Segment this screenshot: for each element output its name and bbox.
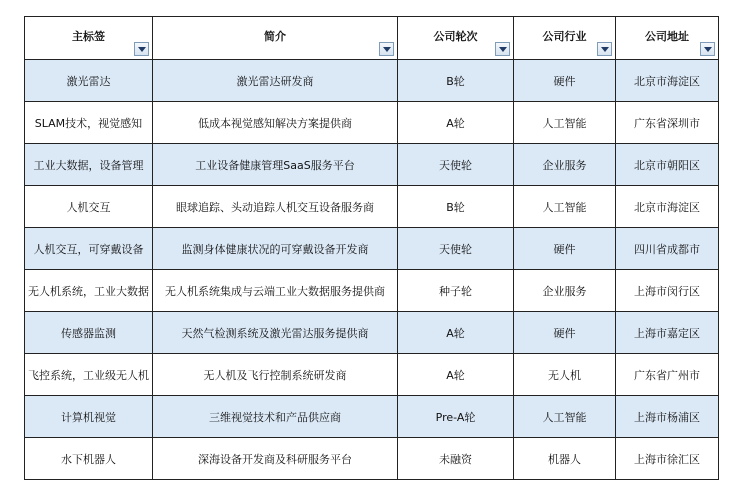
- cell-address[interactable]: 北京市朝阳区: [616, 144, 719, 186]
- cell-main-tag[interactable]: 计算机视觉: [25, 396, 153, 438]
- header-label: 公司行业: [542, 30, 587, 43]
- cell-industry[interactable]: 人工智能: [514, 396, 616, 438]
- cell-industry[interactable]: 硬件: [514, 228, 616, 270]
- cell-main-tag[interactable]: 激光雷达: [25, 60, 153, 102]
- header-industry: [514, 17, 616, 60]
- header-label: 主标签: [72, 30, 105, 43]
- cell-round[interactable]: A轮: [398, 354, 514, 396]
- header-main-tag: [25, 17, 153, 60]
- cell-round[interactable]: A轮: [398, 312, 514, 354]
- cell-main-tag[interactable]: SLAM技术，视觉感知: [25, 102, 153, 144]
- cell-address[interactable]: 广东省广州市: [616, 354, 719, 396]
- cell-main-tag[interactable]: 无人机系统，工业大数据: [25, 270, 153, 312]
- cell-main-tag[interactable]: 传感器监测: [25, 312, 153, 354]
- cell-intro[interactable]: 低成本视觉感知解决方案提供商: [153, 102, 398, 144]
- filter-dropdown-icon[interactable]: [597, 42, 612, 56]
- cell-industry[interactable]: 人工智能: [514, 102, 616, 144]
- table-row: [25, 312, 719, 354]
- table-row: [25, 228, 719, 270]
- cell-address[interactable]: 北京市海淀区: [616, 60, 719, 102]
- cell-industry[interactable]: 硬件: [514, 60, 616, 102]
- table-row: [25, 186, 719, 228]
- cell-intro[interactable]: 天然气检测系统及激光雷达服务提供商: [153, 312, 398, 354]
- cell-intro[interactable]: 三维视觉技术和产品供应商: [153, 396, 398, 438]
- cell-round[interactable]: Pre-A轮: [398, 396, 514, 438]
- cell-address[interactable]: 北京市海淀区: [616, 186, 719, 228]
- cell-industry[interactable]: 企业服务: [514, 270, 616, 312]
- cell-main-tag[interactable]: 人机交互，可穿戴设备: [25, 228, 153, 270]
- filter-dropdown-icon[interactable]: [379, 42, 394, 56]
- cell-intro[interactable]: 工业设备健康管理SaaS服务平台: [153, 144, 398, 186]
- header-label: 公司地址: [645, 30, 689, 43]
- cell-intro[interactable]: 监测身体健康状况的可穿戴设备开发商: [153, 228, 398, 270]
- table-row: [25, 102, 719, 144]
- cell-industry[interactable]: 硬件: [514, 312, 616, 354]
- cell-address[interactable]: 四川省成都市: [616, 228, 719, 270]
- cell-address[interactable]: 上海市嘉定区: [616, 312, 719, 354]
- header-intro: [153, 17, 398, 60]
- cell-intro[interactable]: 无人机及飞行控制系统研发商: [153, 354, 398, 396]
- cell-round[interactable]: A轮: [398, 102, 514, 144]
- cell-intro[interactable]: 激光雷达研发商: [153, 60, 398, 102]
- company-table: [24, 16, 719, 480]
- table-row: [25, 396, 719, 438]
- table-row: [25, 438, 719, 480]
- cell-main-tag[interactable]: 飞控系统，工业级无人机: [25, 354, 153, 396]
- cell-address[interactable]: 上海市徐汇区: [616, 438, 719, 480]
- cell-intro[interactable]: 无人机系统集成与云端工业大数据服务提供商: [153, 270, 398, 312]
- header-row: [25, 17, 719, 60]
- header-label: 公司轮次: [433, 30, 478, 43]
- cell-round[interactable]: 种子轮: [398, 270, 514, 312]
- filter-dropdown-icon[interactable]: [134, 42, 149, 56]
- cell-industry[interactable]: 企业服务: [514, 144, 616, 186]
- cell-main-tag[interactable]: 人机交互: [25, 186, 153, 228]
- cell-address[interactable]: 广东省深圳市: [616, 102, 719, 144]
- filter-dropdown-icon[interactable]: [700, 42, 715, 56]
- filter-dropdown-icon[interactable]: [495, 42, 510, 56]
- cell-intro[interactable]: 眼球追踪、头动追踪人机交互设备服务商: [153, 186, 398, 228]
- cell-main-tag[interactable]: 水下机器人: [25, 438, 153, 480]
- cell-address[interactable]: 上海市闵行区: [616, 270, 719, 312]
- table-row: [25, 270, 719, 312]
- cell-round[interactable]: B轮: [398, 60, 514, 102]
- cell-round[interactable]: 天使轮: [398, 228, 514, 270]
- cell-round[interactable]: B轮: [398, 186, 514, 228]
- cell-industry[interactable]: 人工智能: [514, 186, 616, 228]
- table-row: [25, 144, 719, 186]
- cell-industry[interactable]: 无人机: [514, 354, 616, 396]
- cell-address[interactable]: 上海市杨浦区: [616, 396, 719, 438]
- cell-main-tag[interactable]: 工业大数据，设备管理: [25, 144, 153, 186]
- cell-round[interactable]: 天使轮: [398, 144, 514, 186]
- table-row: [25, 60, 719, 102]
- cell-round[interactable]: 未融资: [398, 438, 514, 480]
- header-address: [616, 17, 719, 60]
- header-label: 简介: [264, 30, 286, 43]
- cell-industry[interactable]: 机器人: [514, 438, 616, 480]
- header-round: [398, 17, 514, 60]
- table-row: [25, 354, 719, 396]
- cell-intro[interactable]: 深海设备开发商及科研服务平台: [153, 438, 398, 480]
